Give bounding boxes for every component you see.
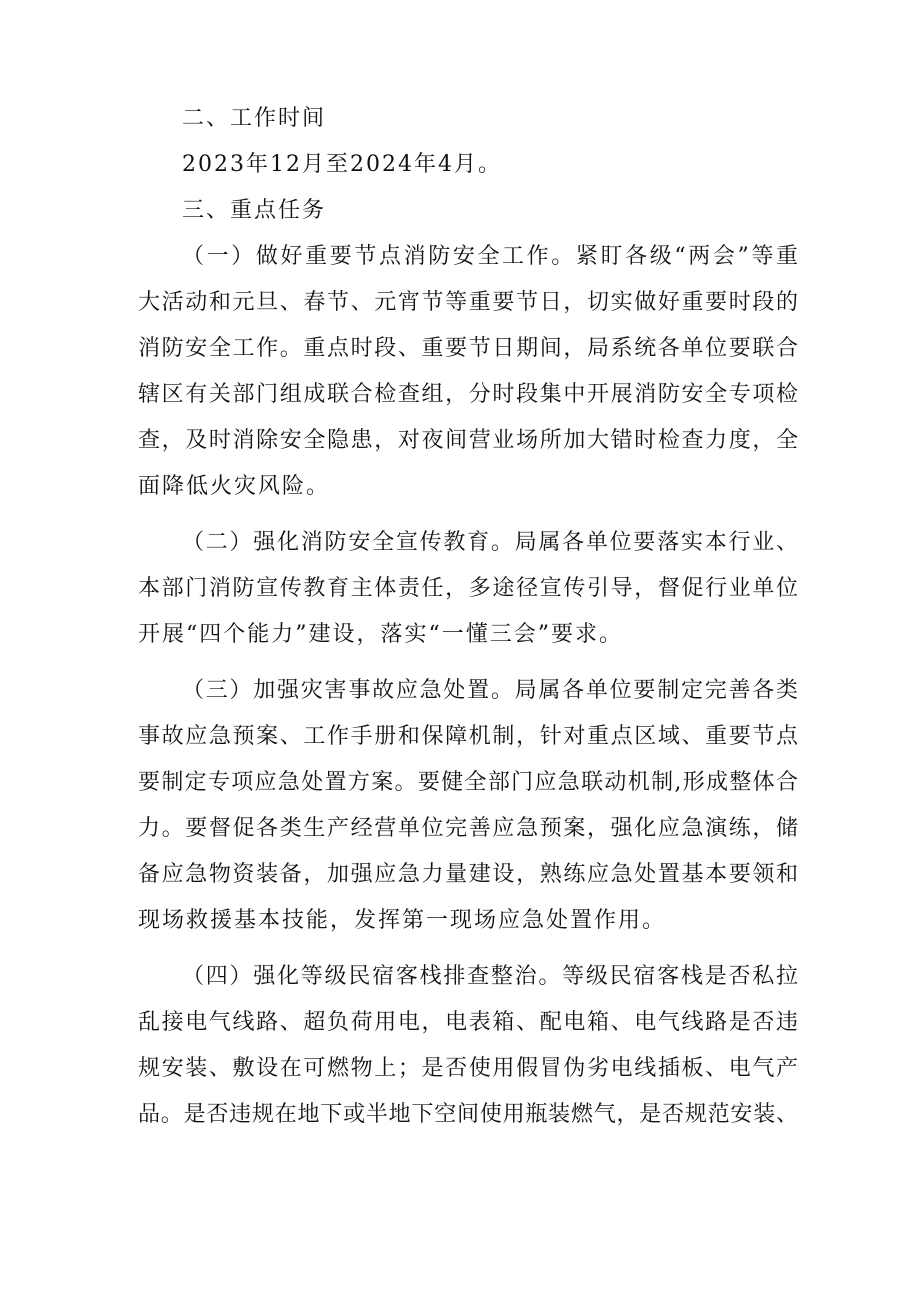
spacer [138,944,798,954]
paragraph-line: （三）加强灾害事故应急处置。局属各单位要制定完善各类 [182,678,798,703]
spacer [138,658,798,668]
paragraph-line: 规安装、敷设在可燃物上；是否使用假冒伪劣电线插板、电气产 [138,1056,798,1081]
paragraph-item-4 [138,954,798,1138]
paragraph-line: 品。是否违规在地下或半地下空间使用瓶装燃气，是否规范安装、 [138,1102,798,1127]
paragraph-line: 要制定专项应急处置方案。要健全部门应急联动机制,形成整体合 [138,770,798,795]
work-time-body: 2023年12月至2024年4月。 [182,152,502,177]
section-heading-key-tasks: 三、重点任务 [182,198,327,223]
paragraph-line: 查，及时消除安全隐患，对夜间营业场所加大错时检查力度，全 [138,428,798,453]
paragraph-line: （四）强化等级民宿客栈排查整治。等级民宿客栈是否私拉 [182,964,798,989]
paragraph-line: （二）强化消防安全宣传教育。局属各单位要落实本行业、 [182,530,798,555]
document-page [138,96,798,1138]
paragraph-line: 事故应急预案、工作手册和保障机制，针对重点区域、重要节点 [138,724,798,749]
paragraph-line: （一）做好重要节点消防安全工作。紧盯各级“两会”等重 [182,244,798,269]
paragraph-line: 开展“四个能力”建设，落实“一懂三会”要求。 [138,622,623,647]
paragraph-line: 备应急物资装备，加强应急力量建设，熟练应急处置基本要领和 [138,862,798,887]
paragraph-line: 大活动和元旦、春节、元宵节等重要节日，切实做好重要时段的 [138,290,798,315]
paragraph-item-1 [138,234,798,510]
spacer [138,510,798,520]
paragraph-item-2 [138,520,798,658]
paragraph-line: 现场救援基本技能，发挥第一现场应急处置作用。 [138,908,667,933]
paragraph-line: 辖区有关部门组成联合检查组，分时段集中开展消防安全专项检 [138,382,798,407]
paragraph-line: 乱接电气线路、超负荷用电，电表箱、配电箱、电气线路是否违 [138,1010,798,1035]
section-heading-work-time: 二、工作时间 [182,106,327,131]
paragraph-line: 消防安全工作。重点时段、重要节日期间，局系统各单位要联合 [138,336,798,361]
paragraph-item-3 [138,668,798,944]
paragraph-line: 力。要督促各类生产经营单位完善应急预案，强化应急演练，储 [138,816,798,841]
paragraph-line: 本部门消防宣传教育主体责任，多途径宣传引导，督促行业单位 [138,576,798,601]
paragraph-line: 面降低火灾风险。 [138,474,331,499]
